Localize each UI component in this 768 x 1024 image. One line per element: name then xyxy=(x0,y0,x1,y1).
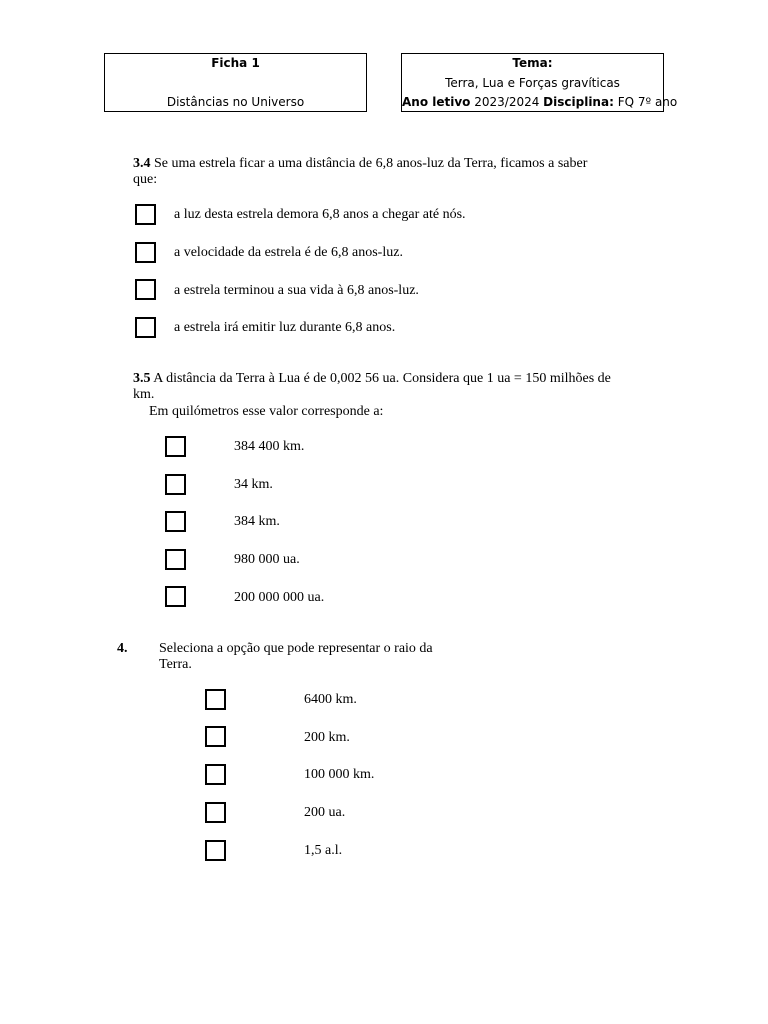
q35-text-line2: km. xyxy=(133,387,155,402)
q34-option-2-label: a velocidade da estrela é de 6,8 anos-luz. xyxy=(174,245,403,260)
q35-text-line1: 3.5 A distância da Terra à Lua é de 0,002 56 ua. Considera que 1 ua = 150 milhões de xyxy=(133,371,611,386)
worksheet-title-box xyxy=(104,53,367,112)
q35-option-5-label: 200 000 000 ua. xyxy=(234,590,325,605)
discipline-label: Disciplina: xyxy=(543,95,614,109)
q35-option-2-label: 34 km. xyxy=(234,477,273,492)
discipline-value: FQ 7º ano xyxy=(613,95,678,109)
q34-number: 3.4 xyxy=(133,156,151,171)
q34-option-1-checkbox[interactable] xyxy=(135,204,156,225)
q35-option-1-label: 384 400 km. xyxy=(234,439,305,454)
q35-option-3-label: 384 km. xyxy=(234,514,280,529)
q4-option-5-checkbox[interactable] xyxy=(205,840,226,861)
q34-option-3-label: a estrela terminou a sua vida à 6,8 anos-luz. xyxy=(174,283,419,298)
q4-option-1-checkbox[interactable] xyxy=(205,689,226,710)
q4-number: 4. xyxy=(117,641,128,656)
q4-option-2-label: 200 km. xyxy=(304,730,350,745)
worksheet-number: Ficha 1 xyxy=(211,56,260,70)
q4-option-3-checkbox[interactable] xyxy=(205,764,226,785)
q35-number: 3.5 xyxy=(133,371,151,386)
q35-option-4-label: 980 000 ua. xyxy=(234,552,300,567)
theme-box xyxy=(401,53,678,112)
q4-option-4-checkbox[interactable] xyxy=(205,802,226,823)
q35-option-5-checkbox[interactable] xyxy=(165,586,186,607)
year-value: 2023/2024 xyxy=(470,95,544,109)
q34-option-1-label: a luz desta estrela demora 6,8 anos a chegar até nós. xyxy=(174,207,466,222)
q34-option-3-checkbox[interactable] xyxy=(135,279,156,300)
q34-option-4-label: a estrela irá emitir luz durante 6,8 anos. xyxy=(174,320,396,335)
q35-option-4-checkbox[interactable] xyxy=(165,549,186,570)
q35-option-3-checkbox[interactable] xyxy=(165,511,186,532)
q4-text-line2: Terra. xyxy=(159,657,192,672)
q4-option-4-label: 200 ua. xyxy=(304,805,346,820)
theme-value: Terra, Lua e Forças gravíticas xyxy=(445,76,620,90)
year-discipline-line xyxy=(402,95,678,109)
q4-option-3-label: 100 000 km. xyxy=(304,767,375,782)
worksheet-subject: Distâncias no Universo xyxy=(166,95,305,109)
q34-option-2-checkbox[interactable] xyxy=(135,242,156,263)
q4-option-1-label: 6400 km. xyxy=(304,692,357,707)
q35-text-line3: Em quilómetros esse valor corresponde a: xyxy=(149,404,384,419)
year-label: Ano letivo xyxy=(402,95,471,109)
q4-option-5-label: 1,5 a.l. xyxy=(304,843,343,858)
theme-label: Tema: xyxy=(512,56,553,70)
q34-option-4-checkbox[interactable] xyxy=(135,317,156,338)
q4-text-line1: Seleciona a opção que pode representar o raio da xyxy=(159,641,433,656)
q35-option-1-checkbox[interactable] xyxy=(165,436,186,457)
q4-option-2-checkbox[interactable] xyxy=(205,726,226,747)
q34-text-line1: 3.4 Se uma estrela ficar a uma distância de 6,8 anos-luz da Terra, ficamos a saber xyxy=(133,156,588,171)
q34-text-line2: que: xyxy=(133,172,158,187)
q35-option-2-checkbox[interactable] xyxy=(165,474,186,495)
